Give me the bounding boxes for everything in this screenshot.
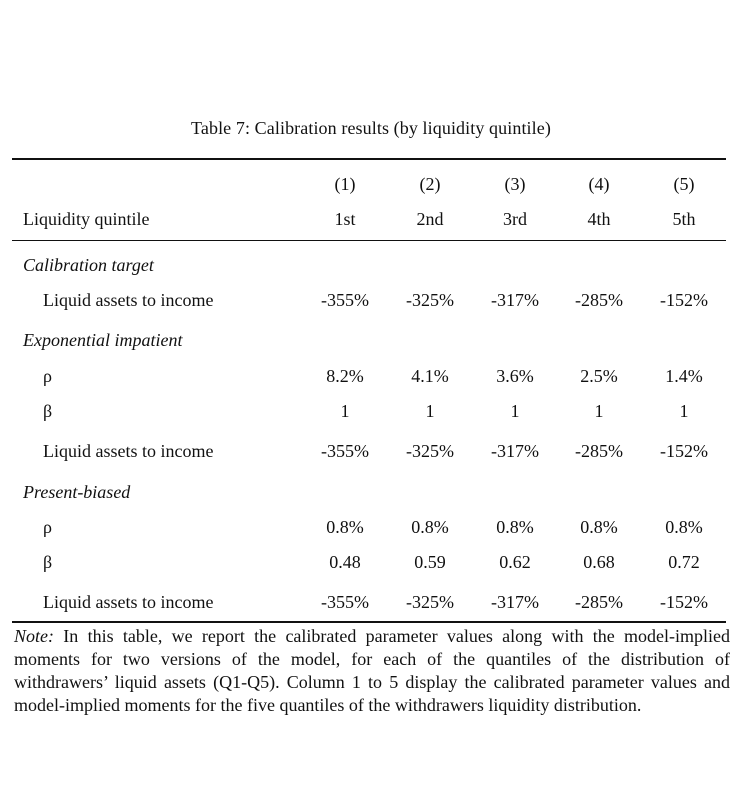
table-cell: 0.48 (329, 552, 361, 572)
row-label: Liquid assets to income (43, 290, 214, 310)
row-label: ρ (43, 517, 52, 537)
column-number: (3) (504, 174, 526, 194)
row-label: Liquid assets to income (43, 592, 214, 612)
table-cell: 0.62 (499, 552, 531, 572)
table-cell: 1 (340, 401, 350, 421)
table-cell: 0.8% (580, 517, 618, 537)
table-cell: 0.59 (414, 552, 446, 572)
header-row (0, 209, 742, 233)
table-row (0, 592, 742, 616)
quintile-header: 2nd (416, 209, 444, 229)
quintile-header: 4th (587, 209, 611, 229)
section-title: Calibration target (23, 255, 154, 275)
column-number: (1) (334, 174, 356, 194)
table-cell: -285% (575, 290, 623, 310)
column-number: (4) (588, 174, 610, 194)
note-text: In this table, we report the calibrated parameter values along with the model-implied moments for two versions of the model, for each of the quantiles of the distribution of withdrawers’ liquid assets (Q1-Q5). Column 1 to 5 display the calibrated parameter values and model-implied moments for the five quantiles of the withdrawers liquidity distribution. (14, 626, 730, 715)
table-caption: Table 7: Calibration results (by liquidity quintile) (191, 118, 551, 138)
table-cell: -325% (406, 441, 454, 461)
table-cell: -317% (491, 592, 539, 612)
header-rule (12, 240, 726, 241)
table-cell: -152% (660, 290, 708, 310)
section-title-row (0, 330, 742, 354)
table-cell: -355% (321, 290, 369, 310)
table-row (0, 517, 742, 541)
row-label: Liquid assets to income (43, 441, 214, 461)
table-row (0, 366, 742, 390)
row-label: β (43, 401, 53, 421)
table-cell: 1 (679, 401, 689, 421)
table-cell: -325% (406, 290, 454, 310)
note-label: Note: (14, 626, 54, 646)
section-title: Exponential impatient (23, 330, 183, 350)
table-cell: 0.72 (668, 552, 700, 572)
table-cell: -285% (575, 441, 623, 461)
table-row (0, 441, 742, 465)
column-number: (2) (419, 174, 441, 194)
table-cell: 0.8% (326, 517, 364, 537)
table-cell: 1 (594, 401, 604, 421)
table-cell: 4.1% (411, 366, 449, 386)
table-cell: -317% (491, 290, 539, 310)
table-cell: 0.8% (411, 517, 449, 537)
column-number-row (0, 174, 742, 198)
column-number: (5) (673, 174, 695, 194)
table-row (0, 401, 742, 425)
top-rule (12, 158, 726, 160)
row-label: β (43, 552, 53, 572)
table-cell: 1 (425, 401, 435, 421)
quintile-header: 1st (334, 209, 356, 229)
table-cell: 3.6% (496, 366, 534, 386)
table-cell: -355% (321, 592, 369, 612)
table-cell: -152% (660, 592, 708, 612)
table-cell: -317% (491, 441, 539, 461)
table-row (0, 552, 742, 576)
table-cell: 0.68 (583, 552, 615, 572)
table-cell: 0.8% (496, 517, 534, 537)
table-cell: 1 (510, 401, 520, 421)
quintile-header: 3rd (503, 209, 527, 229)
table-cell: -355% (321, 441, 369, 461)
section-title-row (0, 482, 742, 506)
bottom-rule (12, 621, 726, 623)
table-row (0, 290, 742, 314)
section-title-row (0, 255, 742, 279)
header-label: Liquidity quintile (23, 209, 150, 229)
table-cell: -325% (406, 592, 454, 612)
table-cell: 1.4% (665, 366, 703, 386)
row-label: ρ (43, 366, 52, 386)
table-cell: 8.2% (326, 366, 364, 386)
section-title: Present-biased (23, 482, 131, 502)
table-cell: -152% (660, 441, 708, 461)
table-cell: -285% (575, 592, 623, 612)
quintile-header: 5th (672, 209, 696, 229)
table-cell: 0.8% (665, 517, 703, 537)
table-note (14, 625, 730, 717)
table-cell: 2.5% (580, 366, 618, 386)
